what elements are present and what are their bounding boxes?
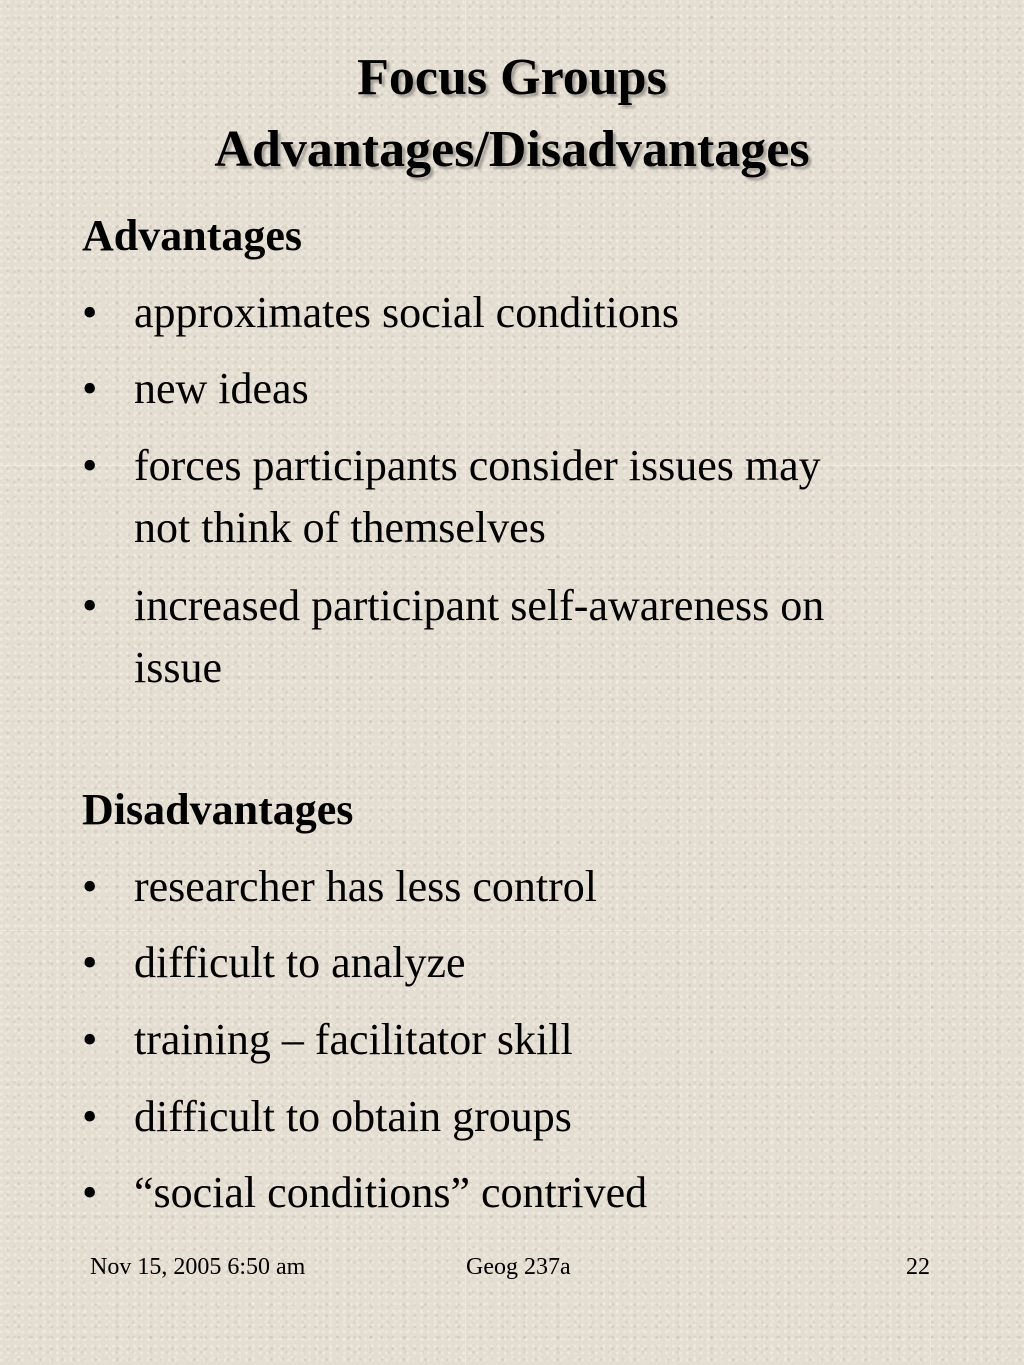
bullet-icon: •	[82, 364, 98, 413]
bullet-icon: •	[82, 581, 98, 630]
bullet-icon: •	[82, 1092, 98, 1141]
list-item	[82, 358, 942, 420]
advantage-item: approximates social conditions	[134, 288, 679, 337]
list-item	[82, 856, 942, 918]
list-item	[82, 1162, 942, 1224]
list-item	[82, 932, 942, 994]
list-item	[82, 1086, 942, 1148]
list-item	[82, 575, 922, 699]
list-item	[82, 282, 942, 344]
disadvantage-item: training – facilitator skill	[134, 1015, 573, 1064]
bullet-icon: •	[82, 938, 98, 987]
disadvantages-heading: Disadvantages	[82, 785, 354, 834]
background-seam	[930, 0, 931, 1365]
background-seam	[0, 930, 1024, 931]
bullet-icon: •	[82, 1168, 98, 1217]
advantage-item: new ideas	[134, 364, 309, 413]
disadvantage-item: difficult to analyze	[134, 938, 466, 987]
bullet-icon: •	[82, 1015, 98, 1064]
list-item	[82, 435, 882, 559]
disadvantage-item: “social conditions” contrived	[134, 1168, 648, 1217]
advantage-item: forces participants consider issues may not think of themselves	[134, 441, 821, 552]
slide-title-line-1: Focus Groups	[357, 49, 667, 106]
footer-page-number: 22	[906, 1254, 930, 1280]
footer-date: Nov 15, 2005 6:50 am	[90, 1254, 306, 1280]
bullet-icon: •	[82, 862, 98, 911]
disadvantage-item: difficult to obtain groups	[134, 1092, 572, 1141]
advantages-heading: Advantages	[82, 211, 303, 260]
list-item	[82, 1009, 942, 1071]
disadvantage-item: researcher has less control	[134, 862, 598, 911]
footer-course: Geog 237a	[466, 1254, 571, 1280]
bullet-icon: •	[82, 288, 98, 337]
advantage-item: increased participant self-awareness on issue	[134, 581, 825, 692]
bullet-icon: •	[82, 441, 98, 490]
slide-title-line-2: Advantages/Disadvantages	[214, 121, 810, 178]
